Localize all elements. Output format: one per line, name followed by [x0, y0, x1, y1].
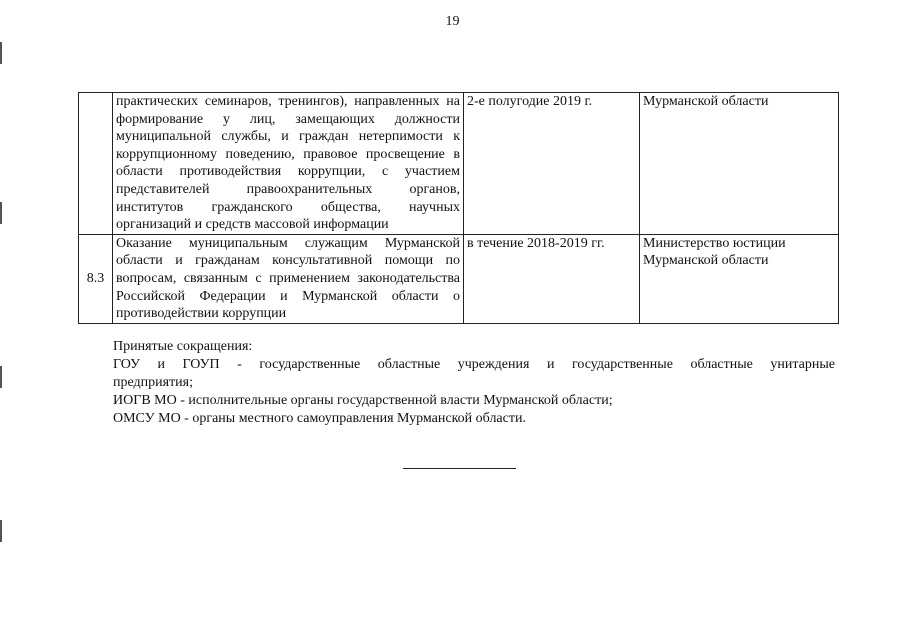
row-number: 8.3 [79, 234, 113, 323]
row-term: в течение 2018-2019 гг. [464, 234, 640, 323]
row-responsible: Мурманской области [640, 93, 839, 235]
closing-divider [403, 468, 516, 469]
row-responsible: Министерство юстиции Мурманской области [640, 234, 839, 323]
scan-mark-left-1 [0, 42, 2, 64]
row-number [79, 93, 113, 235]
abbreviation-item: ОМСУ МО - органы местного самоуправления Мурманской области. [113, 411, 526, 426]
abbreviations-heading: Принятые сокращения: [113, 339, 253, 354]
row-description: Оказание муниципальным служащим Мурманской области и гражданам консультативной помощи по вопросам, связанным с применением законодательства Российской Федерации и Мурманской области о противодействии коррупции [113, 234, 464, 323]
page-number: 19 [445, 14, 460, 29]
abbreviation-item: предприятия; [113, 375, 194, 390]
table-row [79, 93, 839, 235]
row-term: 2-е полугодие 2019 г. [464, 93, 640, 235]
abbreviation-item: ГОУ и ГОУП - государственные областные учреждения и государственные областные унитарные [113, 357, 835, 372]
abbreviation-item: ИОГВ МО - исполнительные органы государственной власти Мурманской области; [113, 393, 613, 408]
scan-mark-left-4 [0, 520, 2, 542]
abbreviations-block [113, 338, 835, 428]
row-description: практических семинаров, тренингов), направленных на формирование у лиц, замещающих должности муниципальной службы, и граждан нетерпимости к коррупционному поведению, правовое просвещение в области противодействия коррупции, с участием представителей правоохранительных органов, институтов гражданского общества, научных организаций и средств массовой информации [113, 93, 464, 235]
scan-mark-left-3 [0, 366, 2, 388]
action-plan-table [78, 92, 839, 324]
table-row [79, 234, 839, 323]
scan-mark-left-2 [0, 202, 2, 224]
